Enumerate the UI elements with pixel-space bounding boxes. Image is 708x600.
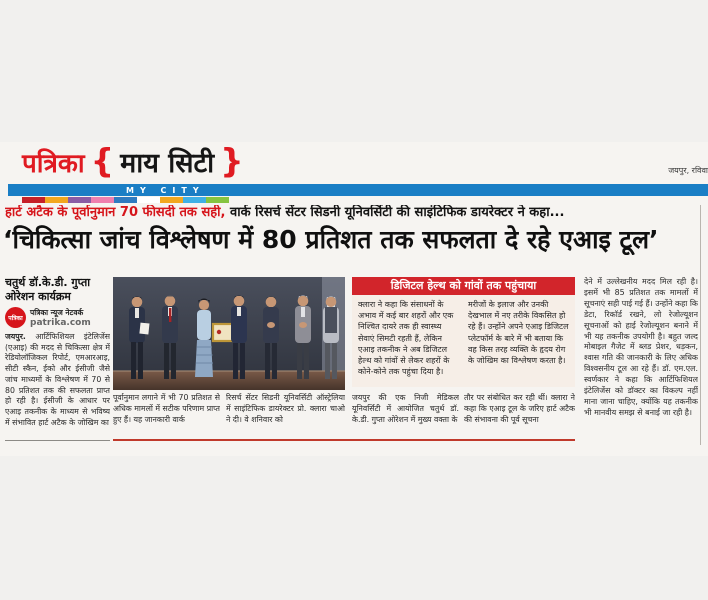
digital-health-box [352, 277, 575, 387]
article-continuation-col1: जयपुर की एक निजी मेडिकल यूनिवर्सिटी में आयोजित चतुर्थ डॉ. के.डी. गुप्ता ओरेशन में मुख्य वक्ता के [352, 393, 459, 424]
masthead [22, 141, 244, 180]
main-headline: ‘चिकित्सा जांच विश्लेषण में 80 प्रतिशत तक सफलता दे रहे एआइ टूल’ [3, 225, 659, 254]
brace-open: { [90, 141, 115, 180]
strip-segment [160, 197, 183, 203]
article-continuation-col2: तौर पर संबोधित कर रही थीं। क्लारा ने कहा कि एआइ टूल के जरिए हार्ट अटैक की संभावना की पूर्व सूचना [464, 393, 575, 424]
bottom-rule-red [113, 439, 575, 441]
strip-segment [68, 197, 91, 203]
box-col2: मरीजों के इलाज और उनकी देखभाल में नए तरीके विकसित हो रहे हैं। उन्होंने अपने एआइ डिजिटल प्लेटफॉर्म के बारे में भी बताया कि वह किस तरह व्यक्ति के हृदय रोग के जोखिम का विश्लेषण करता है। [468, 300, 569, 366]
strip-segment [91, 197, 114, 203]
left-column [5, 276, 110, 438]
strip-segment [22, 197, 45, 203]
news-network-label: पत्रिका न्यूज नेटवर्क [30, 307, 84, 317]
sub-headline: चतुर्थ डॉ.के.डी. गुप्ता ओरेशन कार्यक्रम [5, 276, 91, 303]
article-text: आर्टिफिशियल इंटेलिजेंस (एआइ) की मदद से चिकित्सा क्षेत्र में रेडियोलॉजिकल रिपोर्ट, एमआरआइ, सीटी स्कैन, ईको और ईसीजी जैसे जांच माध्यमों के विश्लेषण में 70 से 80 प्रतिशत तक की सफलता प्राप्त हो रही है। ईसीजी के आधार पर एआइ तकनीक के माध्यम से भविष्य में संभावित हार्ट अटैक के जोखिम का [5, 332, 110, 427]
strip-segment [206, 197, 229, 203]
box-body [352, 295, 575, 387]
kicker-line [5, 205, 697, 221]
right-column: देने में उल्लेखनीय मदद मिल रही है। इसमें भी 85 प्रतिशत तक मामलों में सूचनाएं सही पाई गई हैं। उन्होंने कहा कि डेटा, रिकॉर्ड रखने, लो रेजोल्यूशन सूचनाओं को हाई रेजोल्यूशन बनाने में भी यह तकनीक उपयोगी है। बहुत जल्द मोबाइल गैजेट में ब्लड प्रेशर, धड़कन, श्वास गति की जानकारी के लिए अधिक विश्वसनीय टूल आ रहे हैं। डॉ. एम.एल. स्वर्णकार ने कहा कि आर्टिफिशियल इंटेलिजेंस को डॉक्टर का विकल्प नहीं माना जाना चाहिए, क्योंकि यह तकनीक भी मानवीय समझ से बनाई जा रही है। [584, 277, 698, 417]
box-title: डिजिटल हेल्थ को गांवों तक पहुंचाया [352, 277, 575, 295]
strip-segment [137, 197, 160, 203]
photo-caption-col1: पूर्वानुमान लगाने में भी 70 प्रतिशत से अधिक मामलों में सटीक परिणाम प्राप्त हुए हैं। यह जानकारी वार्क [113, 393, 220, 424]
box-col1: क्लारा ने कहा कि संसाधनों के अभाव में कई बार शहरों और एक निश्चित दायरे तक ही स्वास्थ्य सेवाएं सिमटी रहती हैं, लेकिन एआइ तकनीक ने अब डिजिटल हेल्थ को गांवों से लेकर शहरों के कोने-कोने तक पहुंचा दिया है। [358, 300, 454, 377]
color-strip [22, 197, 229, 203]
photo-caption-col2: रिसर्च सेंटर सिडनी यूनिवर्सिटी ऑस्ट्रेलिया में साइंटिफिक डायरेक्टर प्रो. क्लारा चाओ ने दी। वे शनिवार को [226, 393, 345, 424]
strip-segment [114, 197, 137, 203]
website-label: patrika.com [30, 317, 91, 328]
patrika-brand-logo: पत्रिका [22, 149, 85, 179]
patrika-circle-logo-icon: पत्रिका [5, 307, 26, 328]
section-title: माय सिटी [120, 148, 215, 179]
brace-close: } [220, 141, 244, 180]
strip-segment [45, 197, 68, 203]
bottom-rule-left [5, 440, 110, 441]
kicker-highlight: हार्ट अटैक के पूर्वानुमान 70 फीसदी तक सही, [5, 205, 226, 220]
dateline-lead: जयपुर. [5, 332, 26, 341]
section-bar [8, 184, 708, 196]
stage-photo-illustration [113, 277, 345, 390]
dateline: जयपुर, रविवा [668, 166, 708, 175]
column-rule-vertical [700, 205, 701, 445]
byline-meta [30, 308, 91, 328]
byline [5, 307, 110, 328]
kicker-rest: वार्क रिसर्च सेंटर सिडनी यूनिवर्सिटी की साइंटिफिक डायरेक्टर ने कहा... [229, 205, 565, 220]
article-body-left [5, 332, 110, 428]
stage-photo [113, 277, 345, 390]
strip-segment [183, 197, 206, 203]
section-bar-label: MY CITY [126, 186, 205, 195]
